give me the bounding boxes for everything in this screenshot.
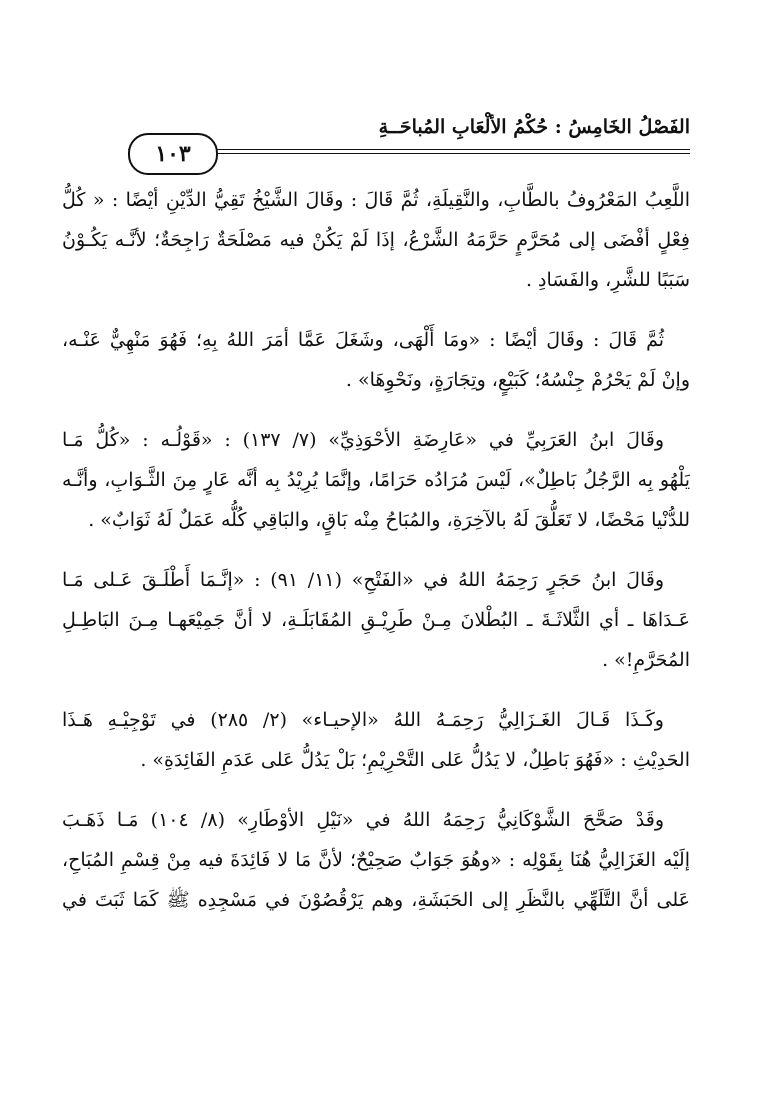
paragraph-1 [62,180,690,300]
chapter-title: الفَصْلُ الخَامِسُ : حُكْمُ الألْعَابِ المُباحَــةِ [378,116,690,138]
text-line: ثُمَّ قَالَ : وقَالَ أيْضًا : «ومَا أَلْهَى، وشَغَلَ عَمَّا أمَرَ اللهُ بِهِ؛ فَهُوَ مَنْهِيٌّ عَنْـه، [62,329,664,351]
text-line: وقَدْ صَحَّحَ الشَّوْكَانِيُّ رَحِمَهُ اللهُ في «نَيْلِ الأوْطَارِ» (٨/ ١٠٤) مَـا ذَهَـبَ [62,809,664,831]
page-number: ١٠٣ [155,141,191,167]
text-line: وإنْ لَمْ يَحْرُمْ جِنْسُهُ؛ كَبَيْعٍ، وتِجَارَةٍ، ونَحْوِهَا» . [345,369,690,391]
text-line: اللَّعِبُ المَعْرُوفُ بالطَّابِ، والنَّقِيلَةِ، ثُمَّ قَالَ : وقَالَ الشَّيْخُ تَقِيُّ الدِّيْنِ أيْضًا : « كُلُّ [62,189,690,211]
text-line: عَلى أنَّ التَّلَهِّي بالنَّظَرِ إلى الحَبَشَةِ، وهم يَرْقُصُوْنَ في مَسْجِدِه ﷺ كَمَا ثَبَتَ في [62,889,690,911]
text-line: للدُّنْيا مَحْضًا، لا تَعَلُّقَ لَهُ بالآخِرَةِ، والمُبَاحُ مِنْه بَاقٍ، والبَاقِي كُلُّه عَمَلٌ لَهُ ثَوَابٌ» . [88,509,690,531]
text-line: إلَيْه الغَزَالِيُّ هُنَا بِقَوْلِه : «وهُوَ جَوَابٌ صَحِيْحٌ؛ لأنَّ مَا لا فَائِدَةَ فيه مِنْ قِسْمِ المُبَاحِ، [62,849,690,871]
page-number-badge [128,133,218,175]
text-line: وقَالَ ابنُ حَجَرٍ رَحِمَهُ اللهُ في «الفَتْحِ» (١١/ ٩١) : «إنَّـمَا أَطْلَـقَ عَـلى مَـا [62,569,664,591]
text-line: يَلْهُو بِه الرَّجُلُ بَاطِلٌ»، لَيْسَ مُرَادُه حَرَامًا، وإنَّمَا يُرِيْدُ بِه أنَّه عَارٍ مِنَ الثَّـوَابِ، وأنَّـه [62,469,690,491]
text-line: سَبَبًا للشَّرِ، والفَسَادِ . [525,269,690,291]
page-body [62,180,690,920]
paragraph-2 [62,320,690,400]
paragraph-6 [62,800,690,920]
text-line: الحَدِيْثِ : «فَهُوَ بَاطِلٌ، لا يَدُلُّ عَلى التَّحْرِيْمِ؛ بَلْ يَدُلُّ عَلى عَدَمِ الفَائِدَةِ» . [140,749,690,771]
paragraph-5 [62,700,690,780]
text-line: وقَالَ ابنُ العَرَبِيِّ في «عَارِضَةِ الأحْوَذِيِّ» (٧/ ١٣٧) : «قَوْلُـه : «كُلُّ مَـا [62,429,664,451]
text-line: وكَـذَا قَـالَ الغَـزَالِيُّ رَحِمَـهُ اللهُ «الإحيـاء» (٢/ ٢٨٥) في تَوْجِيْـهِ هَـذَا [62,709,664,731]
paragraph-4 [62,560,690,680]
text-line: عَـدَاهَا ـ أي الثَّلاثَـةَ ـ البُطْلانَ مِـنْ طَرِيْـقِ المُقَابَلَـةِ، لا أنَّ جَمِيْعَهـا مِـنَ البَاطِـلِ [62,609,690,631]
text-line: المُحَرَّمِ!» . [602,649,690,671]
paragraph-3 [62,420,690,540]
text-line: فِعْلٍ أفْضَى إلى مُحَرَّمٍ حَرَّمَهُ الشَّرْعُ، إذَا لَمْ يَكُنْ فيه مَصْلَحَةٌ رَاجِحَةٌ؛ لأنَّـه يَكُـوْنُ [62,229,690,251]
